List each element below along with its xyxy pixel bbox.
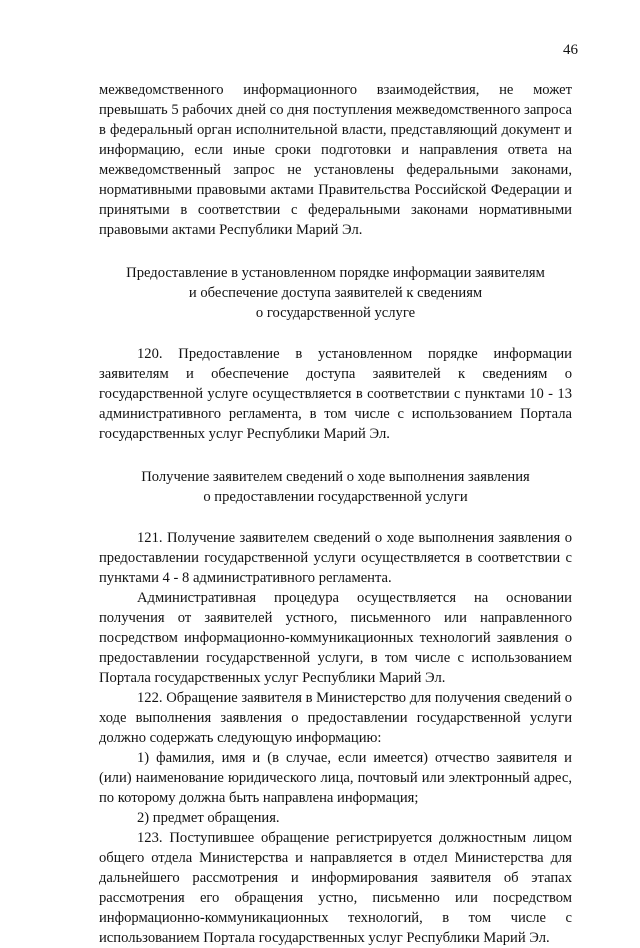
paragraph-intro: межведомственного информационного взаимодействия, не может превышать 5 рабочих дней со дня поступления межведомственного запроса в федеральный орган исполнительной власти, представляющий документ и информацию, если иные сроки подготовки и направления ответа на межведомственный запрос не установлены федеральными законами, нормативными правовыми актами Правительства Российской Федерации и принятыми в соответствии с федеральными законами нормативными правовыми актами Республики Марий Эл.: [99, 82, 572, 238]
paragraph-122: 122. Обращение заявителя в Министерство для получения сведений о ходе выполнения заявления о предоставлении государственной услуги должно содержать следующую информацию:: [99, 690, 572, 746]
paragraph-122-item-1: 1) фамилия, имя и (в случае, если имеется) отчество заявителя и (или) наименование юридического лица, почтовый или электронный адрес, по которому должна быть направлена информация;: [99, 750, 572, 806]
section-heading-line: о государственной услуге: [255, 305, 416, 321]
section-heading-line: и обеспечение доступа заявителей к сведениям: [188, 285, 483, 301]
page-number: 46: [563, 42, 578, 58]
section-heading-status: [99, 467, 572, 507]
paragraph-123: 123. Поступившее обращение регистрируется должностным лицом общего отдела Министерства и направляется в отдел Министерства для дальнейшего рассмотрения и информирования заявителя об этапах рассмотрения его обращения устно, письменно или посредством информационно-коммуникационных технологий, в том числе с использованием Портала государственных услуг Республики Марий Эл.: [99, 830, 572, 946]
paragraph-120: 120. Предоставление в установленном порядке информации заявителям и обеспечение доступа заявителей к сведениям о государственной услуге осуществляется в соответствии с пунктами 10 - 13 административного регламента, в том числе с использованием Портала государственных услуг Республики Марий Эл.: [99, 346, 572, 442]
section-heading-line: Получение заявителем сведений о ходе выполнения заявления: [141, 469, 530, 485]
section-heading-line: о предоставлении государственной услуги: [203, 489, 468, 505]
paragraph-122-item-2: 2) предмет обращения.: [137, 810, 280, 826]
paragraph-121: 121. Получение заявителем сведений о ходе выполнения заявления о предоставлении государственной услуги осуществляется в соответствии с пунктами 4 - 8 административного регламента.: [99, 530, 572, 586]
section-heading-information: [99, 263, 572, 323]
paragraph-admin-procedure: Административная процедура осуществляется на основании получения от заявителей устного, письменного или направленного посредством информационно-коммуникационных технологий заявления о предоставлении государственной услуги, в том числе с использованием Портала государственных услуг Республики Марий Эл.: [99, 590, 572, 686]
document-body: [99, 80, 572, 948]
section-heading-line: Предоставление в установленном порядке информации заявителям: [126, 265, 545, 281]
